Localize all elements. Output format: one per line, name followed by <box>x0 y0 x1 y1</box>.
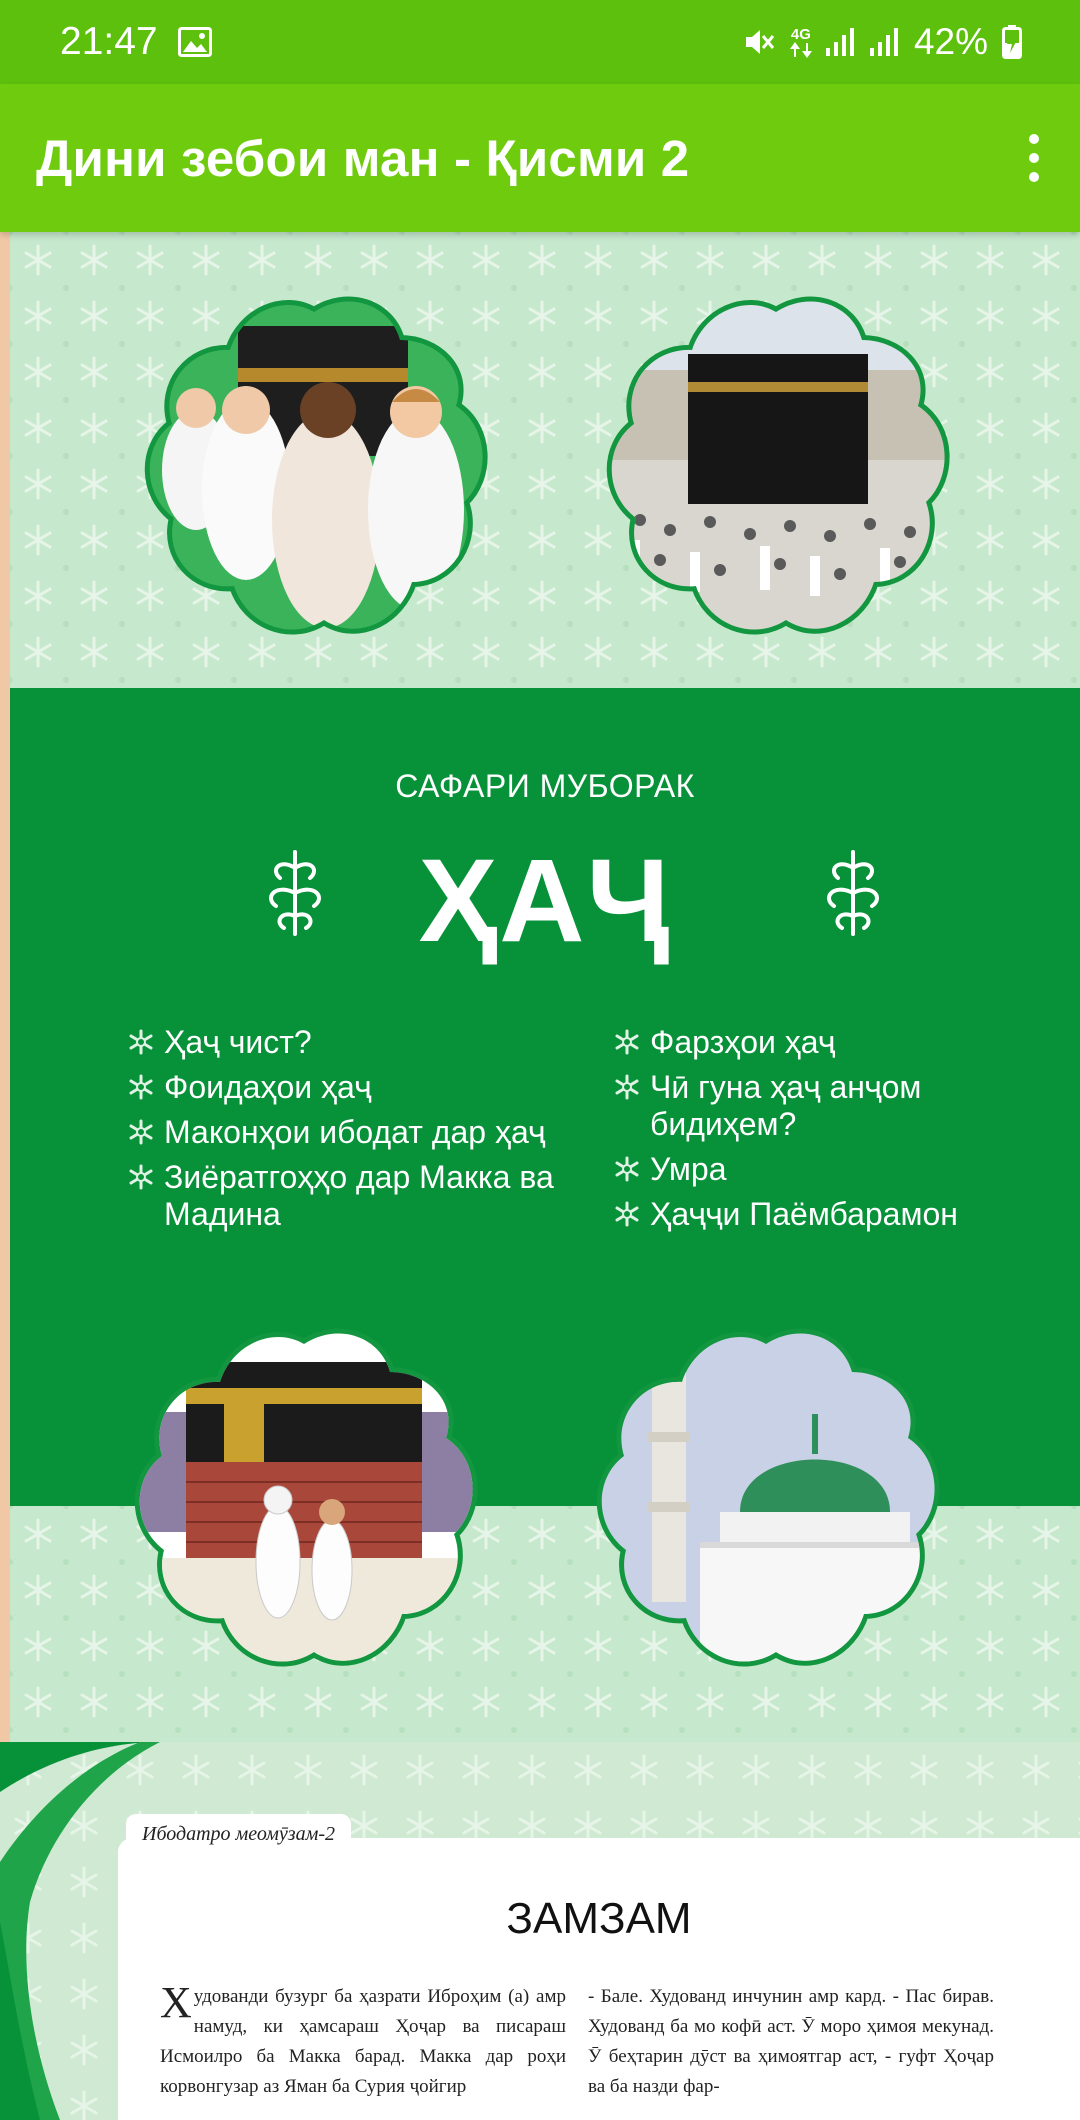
pattern-background-top <box>10 232 1080 688</box>
prophets-mosque-photo <box>590 1322 942 1674</box>
flower-bullet-icon <box>614 1029 640 1055</box>
flower-bullet-icon <box>128 1119 154 1145</box>
list-item <box>128 1159 588 1233</box>
topic-text: Умра <box>650 1151 727 1187</box>
app-title: Дини зебои ман - Қисми 2 <box>36 129 690 187</box>
pilgrims-illustration <box>138 290 490 642</box>
topic-text: Фоидаҳои ҳаҷ <box>164 1069 372 1105</box>
topics-left <box>128 1024 588 1241</box>
list-item <box>614 1151 1014 1188</box>
data-arrows-icon <box>790 27 812 58</box>
app-bar <box>0 84 1080 232</box>
topic-text: Ҳаҷ чист? <box>164 1024 312 1060</box>
page-heading: ЗАМЗАМ <box>506 1894 692 1943</box>
topics-right <box>614 1024 1014 1241</box>
status-time: 21:47 <box>60 20 158 63</box>
drop-cap: Х <box>160 1978 192 2027</box>
panel-title: ҲАҶ <box>418 835 672 967</box>
list-item <box>128 1024 588 1061</box>
topic-text: Маконҳои ибодат дар ҳаҷ <box>164 1114 546 1150</box>
topic-text: Фарзҳои ҳаҷ <box>650 1024 836 1060</box>
overflow-menu-icon[interactable] <box>1014 118 1054 198</box>
flower-bullet-icon <box>614 1074 640 1100</box>
page-header-tab: Ибодатро меомӯзам-2 <box>126 1814 351 1854</box>
mute-icon <box>742 25 776 59</box>
panel-subtitle: САФАРИ МУБОРАК <box>395 768 695 804</box>
next-book-page <box>0 1742 1080 2120</box>
battery-percent: 42% <box>913 21 988 62</box>
flower-bullet-icon <box>614 1201 640 1227</box>
paragraph-text: удованди бузург ба ҳазрати Иброҳим (а) амр намуд, ки ҳамсараш Ҳоҷар ва писараш Исмоилро ба Макка барад. Макка дар роҳи корвонгузар аз Яман ба Сурия ҷойгир <box>160 1986 566 2097</box>
text-column-right <box>588 1982 994 2102</box>
image-icon <box>178 27 212 57</box>
status-bar <box>0 0 1080 84</box>
kaaba-photo <box>600 290 952 642</box>
kaaba-illustration <box>128 1322 480 1674</box>
topic-text: Ҳаҷҷи Паёмбарамон <box>650 1196 958 1232</box>
topic-text: Зиёратгоҳҳо дар Макка ва Мадина <box>164 1159 554 1232</box>
list-item <box>614 1069 1014 1143</box>
text-column-left <box>160 1978 566 2102</box>
list-item <box>614 1196 1014 1233</box>
flower-bullet-icon <box>128 1074 154 1100</box>
list-item <box>128 1069 588 1106</box>
battery-charging-icon <box>1002 25 1022 59</box>
signal-icon <box>826 26 856 58</box>
list-item <box>614 1024 1014 1061</box>
signal-icon <box>870 26 900 58</box>
paragraph-text: - Бале. Худованд инчунин амр кард. - Пас бирав. Худованд ба мо кофӣ аст. Ӯ моро ҳимоя мекунад. Ӯ беҳтарин дӯст ва ҳимоятгар аст, - гуфт Ҳоҷар ва ба назди фар- <box>588 1986 994 2097</box>
flower-bullet-icon <box>614 1156 640 1182</box>
flower-bullet-icon <box>128 1029 154 1055</box>
flower-bullet-icon <box>128 1164 154 1190</box>
book-page-viewer[interactable] <box>0 232 1080 2120</box>
network-type: 4G <box>790 25 811 43</box>
topic-text: Чӣ гуна ҳаҷ анҷом бидиҳем? <box>650 1069 922 1142</box>
ornament-icon <box>818 848 888 938</box>
page-edge <box>0 232 10 1742</box>
list-item <box>128 1114 588 1151</box>
